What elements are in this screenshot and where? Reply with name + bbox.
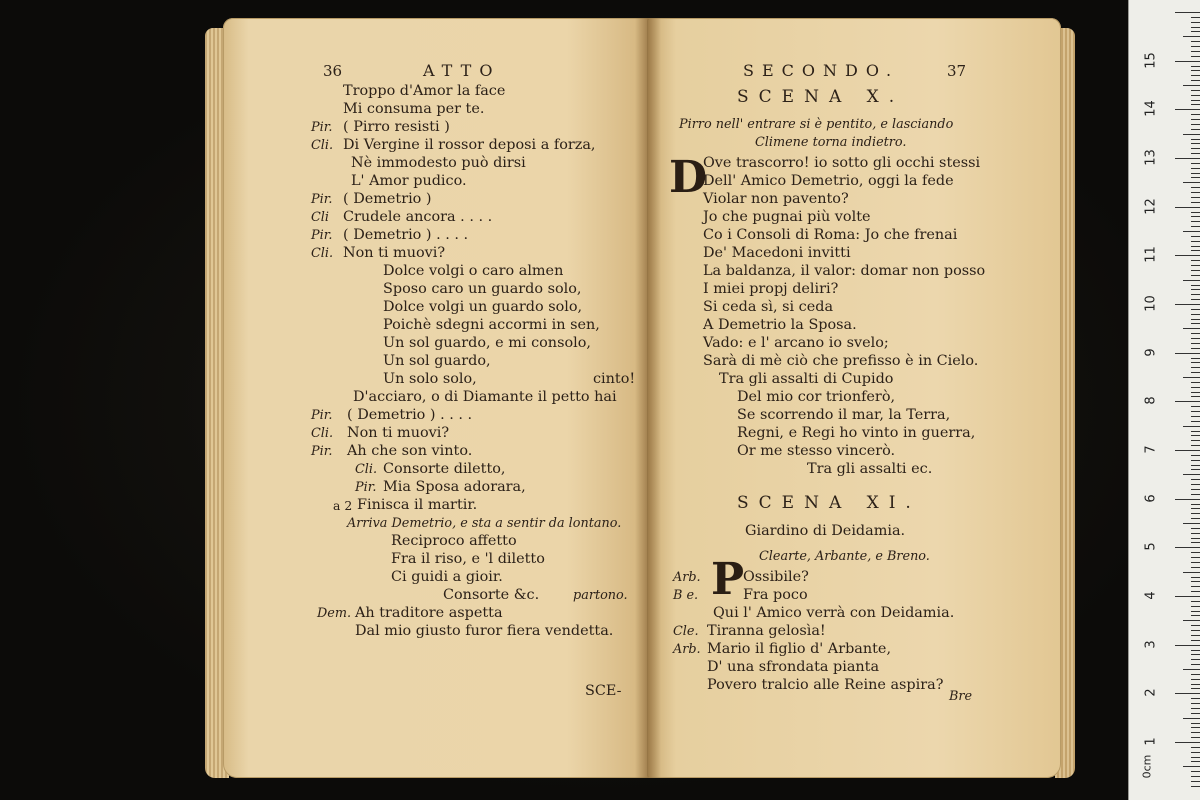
verse-line: Crudele ancora . . . . (343, 209, 493, 225)
ruler-tick (1191, 314, 1200, 315)
ruler-tick (1183, 474, 1200, 475)
ruler-tick (1191, 212, 1200, 213)
ruler-tick (1191, 781, 1200, 782)
ruler-tick (1191, 285, 1200, 286)
ruler-tick (1191, 494, 1200, 495)
verse-line: I miei propj deliri? (703, 281, 839, 297)
ruler-tick (1183, 426, 1200, 427)
ruler-tick (1191, 625, 1200, 626)
ruler-tick (1191, 542, 1200, 543)
open-book (205, 18, 1075, 788)
ruler-tick (1175, 596, 1200, 597)
ruler-tick (1191, 294, 1200, 295)
verse-line: D'acciaro, o di Diamante il petto hai (353, 389, 617, 405)
ruler-tick (1191, 586, 1200, 587)
ruler-number: 14 (1143, 100, 1159, 118)
ruler-tick (1191, 226, 1200, 227)
ruler-tick (1191, 260, 1200, 261)
speaker-label: Pir. (355, 480, 377, 495)
verse-line: Ah traditore aspetta (355, 605, 503, 621)
ruler-tick (1191, 90, 1200, 91)
ruler-tick (1191, 533, 1200, 534)
ruler-tick (1191, 761, 1200, 762)
verse-line: Qui l' Amico verrà con Deidamia. (713, 605, 955, 621)
ruler-tick (1191, 460, 1200, 461)
ruler-tick (1191, 148, 1200, 149)
ruler-tick (1183, 182, 1200, 183)
ruler-tick (1191, 411, 1200, 412)
ruler-tick (1191, 17, 1200, 18)
ruler-tick (1191, 786, 1200, 787)
verse-line: Co i Consoli di Roma: Jo che frenai (703, 227, 958, 243)
ruler-tick (1175, 255, 1200, 256)
verse-line: Troppo d'Amor la face (343, 83, 506, 99)
verse-line: Ci guidi a gioir. (391, 569, 503, 585)
ruler-tick (1191, 250, 1200, 251)
ruler-number: 3 (1143, 640, 1159, 649)
ruler-tick (1191, 343, 1200, 344)
verse-line: Reciproco affetto (391, 533, 517, 549)
ruler-tick (1191, 100, 1200, 101)
right-page (647, 18, 1061, 778)
ruler-tick (1191, 747, 1200, 748)
ruler-tick (1191, 591, 1200, 592)
ruler-tick (1183, 85, 1200, 86)
ruler-tick (1175, 450, 1200, 451)
ruler-tick (1191, 309, 1200, 310)
verse-line: ( Demetrio ) . . . . (347, 407, 473, 423)
ruler-tick (1191, 367, 1200, 368)
ruler-tick (1175, 304, 1200, 305)
ruler-tick (1175, 499, 1200, 500)
ruler-tick (1191, 396, 1200, 397)
ruler-tick (1191, 567, 1200, 568)
verse-line: Poichè sdegni accormi in sen, (383, 317, 600, 333)
ruler-tick (1191, 635, 1200, 636)
verse-line: Jo che pugnai più volte (703, 209, 871, 225)
ruler-tick (1191, 445, 1200, 446)
ruler-tick (1191, 465, 1200, 466)
verse-line: Vado: e l' arcano io svelo; (703, 335, 889, 351)
ruler-tick (1191, 372, 1200, 373)
ruler-tick (1191, 771, 1200, 772)
ruler-tick (1191, 119, 1200, 120)
ruler-number: 9 (1143, 348, 1159, 357)
ruler-tick (1175, 547, 1200, 548)
ruler-tick (1191, 143, 1200, 144)
verse-line: Dolce volgi un guardo solo, (383, 299, 583, 315)
aria-line: Tra gli assalti di Cupido (719, 371, 894, 387)
ruler-tick (1191, 338, 1200, 339)
verse-line: Non ti muovi? (347, 425, 450, 441)
ruler-tick (1175, 109, 1200, 110)
speaker-label: Cle. (673, 624, 699, 639)
verse-line: L' Amor pudico. (351, 173, 467, 189)
ruler-tick (1191, 713, 1200, 714)
ruler-tick (1191, 489, 1200, 490)
ruler-tick (1175, 353, 1200, 354)
ruler-tick (1191, 362, 1200, 363)
ruler-tick (1191, 577, 1200, 578)
ruler-tick (1183, 669, 1200, 670)
ruler-tick (1191, 606, 1200, 607)
catchword: Bre (949, 689, 973, 704)
ruler-tick (1191, 70, 1200, 71)
verse-line: Dolce volgi o caro almen (383, 263, 564, 279)
ruler-tick (1183, 523, 1200, 524)
verse-line: De' Macedoni invitti (703, 245, 851, 261)
verse-line: Un sol guardo, e mi consolo, (383, 335, 591, 351)
ruler-number: 11 (1143, 246, 1159, 264)
ruler-unit: 0cm (1140, 754, 1154, 779)
ruler-tick (1191, 552, 1200, 553)
stage-direction: Arriva Demetrio, e sta a sentir da lontano. (347, 516, 622, 531)
verse-line: ( Pirro resisti ) (343, 119, 450, 135)
ruler-number: 1 (1143, 737, 1159, 746)
ruler-tick (1183, 231, 1200, 232)
ruler-tick (1191, 528, 1200, 529)
ruler-tick (1191, 265, 1200, 266)
verse-line: Un sol guardo, (383, 353, 491, 369)
ruler-number: 13 (1143, 149, 1159, 166)
ruler-tick (1183, 718, 1200, 719)
ruler-number: 15 (1143, 51, 1159, 69)
scene-title: SCENA X. (737, 87, 905, 107)
ruler-tick (1191, 581, 1200, 582)
drop-cap: P (711, 554, 745, 605)
ruler-tick (1191, 246, 1200, 247)
ruler-number: 8 (1143, 396, 1159, 405)
page-number: 37 (947, 62, 967, 80)
verse-line: Dell' Amico Demetrio, oggi la fede (703, 173, 954, 189)
speaker-label: Pir. (311, 192, 333, 207)
running-head: ATTO (423, 61, 501, 80)
ruler-tick (1175, 742, 1200, 743)
aria-line: Tra gli assalti ec. (807, 461, 933, 477)
ruler-tick (1191, 275, 1200, 276)
ruler-tick (1183, 134, 1200, 135)
ruler-number: 5 (1143, 542, 1159, 551)
speaker-label: Pir. (311, 120, 333, 135)
ruler-tick (1191, 163, 1200, 164)
ruler-tick (1191, 168, 1200, 169)
ruler-tick (1191, 601, 1200, 602)
ruler-tick (1183, 620, 1200, 621)
ruler-tick (1191, 202, 1200, 203)
verse-line: La baldanza, il valor: domar non posso (703, 263, 986, 279)
verse-line: Sarà di mè ciò che prefisso è in Cielo. (703, 353, 979, 369)
ruler-tick (1191, 392, 1200, 393)
ruler-tick (1191, 187, 1200, 188)
verse-line: Mia Sposa adorara, (383, 479, 526, 495)
ruler-tick (1191, 270, 1200, 271)
ruler-tick (1191, 51, 1200, 52)
ruler-tick (1191, 469, 1200, 470)
verse-line: Non ti muovi? (343, 245, 446, 261)
ruler-tick (1191, 538, 1200, 539)
ruler-tick (1191, 513, 1200, 514)
verse-line: Consorte diletto, (383, 461, 506, 477)
ruler-tick (1183, 572, 1200, 573)
speaker-label: Cli. (311, 138, 334, 153)
ruler-tick (1191, 348, 1200, 349)
ruler-tick (1191, 75, 1200, 76)
ruler-tick (1183, 766, 1200, 767)
ruler-tick (1191, 440, 1200, 441)
verse-line: Violar non pavento? (703, 191, 849, 207)
verse-line: Ossibile? (743, 569, 809, 585)
verse-line: Nè immodesto può dirsi (351, 155, 526, 171)
speaker-label: Arb. (673, 570, 701, 585)
ruler-tick (1191, 615, 1200, 616)
ruler-tick (1191, 557, 1200, 558)
ruler-tick (1175, 645, 1200, 646)
ruler-tick (1175, 158, 1200, 159)
ruler-tick (1191, 319, 1200, 320)
speaker-label: Cli. (311, 426, 334, 441)
ruler-tick (1191, 124, 1200, 125)
ruler-tick (1191, 129, 1200, 130)
ruler-tick (1191, 776, 1200, 777)
stage-direction: Pirro nell' entrare si è pentito, e lasciando (679, 117, 954, 132)
verse-line: ( Demetrio ) (343, 191, 432, 207)
ruler-tick (1191, 431, 1200, 432)
aria-line: Del mio cor trionferò, (737, 389, 896, 405)
scene-title: SCENA XI. (737, 493, 921, 513)
ruler-tick (1191, 299, 1200, 300)
ruler-tick (1191, 698, 1200, 699)
ruler-tick (1191, 684, 1200, 685)
ruler-tick (1191, 708, 1200, 709)
ruler-tick (1191, 221, 1200, 222)
stage-direction: Climene torna indietro. (755, 135, 907, 150)
speaker-label: Pir. (311, 228, 333, 243)
ruler-tick (1191, 727, 1200, 728)
ruler-tick (1191, 46, 1200, 47)
ruler-tick (1191, 41, 1200, 42)
ruler-tick (1191, 387, 1200, 388)
drop-cap: D (669, 152, 708, 203)
ruler-tick (1183, 36, 1200, 37)
ruler-tick (1191, 114, 1200, 115)
ruler-tick (1191, 479, 1200, 480)
verse-line: cinto! (593, 371, 636, 387)
ruler-tick (1191, 27, 1200, 28)
ruler-tick (1191, 752, 1200, 753)
ruler-tick (1175, 693, 1200, 694)
ruler-tick (1191, 703, 1200, 704)
ruler-tick (1175, 207, 1200, 208)
ruler-tick (1191, 630, 1200, 631)
ruler-tick (1191, 640, 1200, 641)
ruler-tick (1191, 289, 1200, 290)
ruler-tick (1191, 406, 1200, 407)
ruler-tick (1191, 95, 1200, 96)
verse-line: Ah che son vinto. (347, 443, 473, 459)
ruler-tick (1191, 562, 1200, 563)
measuring-ruler (1128, 0, 1200, 800)
ruler-tick (1191, 732, 1200, 733)
ruler-tick (1191, 723, 1200, 724)
verse-line: Un solo solo, (383, 371, 477, 387)
ruler-tick (1191, 508, 1200, 509)
ruler-tick (1191, 737, 1200, 738)
book-gutter (635, 18, 661, 778)
ruler-tick (1191, 80, 1200, 81)
aria-line: Regni, e Regi ho vinto in guerra, (737, 425, 976, 441)
page-number: 36 (323, 62, 343, 80)
verse-line: Tiranna gelosìa! (707, 623, 826, 639)
verse-line: D' una sfrondata pianta (707, 659, 880, 675)
verse-line: Mario il figlio d' Arbante, (707, 641, 892, 657)
ruler-tick (1191, 177, 1200, 178)
ruler-number: 6 (1143, 494, 1159, 503)
ruler-tick (1191, 504, 1200, 505)
catchword: SCE- (585, 683, 622, 699)
speaker-label: Dem. (317, 606, 352, 621)
speaker-label: B e. (673, 588, 699, 603)
aria-line: Se scorrendo il mar, la Terra, (737, 407, 951, 423)
ruler-tick (1191, 611, 1200, 612)
ruler-tick (1191, 197, 1200, 198)
ruler-tick (1191, 139, 1200, 140)
ruler-tick (1183, 377, 1200, 378)
ruler-tick (1191, 323, 1200, 324)
ruler-tick (1191, 518, 1200, 519)
ruler-tick (1191, 688, 1200, 689)
verse-line: Fra poco (743, 587, 808, 603)
ruler-tick (1191, 31, 1200, 32)
ruler-tick (1191, 56, 1200, 57)
ruler-tick (1191, 421, 1200, 422)
speaker-label: Pir. (311, 408, 333, 423)
ruler-tick (1191, 757, 1200, 758)
verse-line: Dal mio giusto furor fiera vendetta. (355, 623, 614, 639)
verse-line: Finisca il martir. (357, 497, 478, 513)
ruler-number: 12 (1143, 197, 1159, 215)
ruler-tick (1175, 401, 1200, 402)
verse-line: Fra il riso, e 'l diletto (391, 551, 545, 567)
speaker-label: Arb. (673, 642, 701, 657)
ruler-tick (1183, 280, 1200, 281)
ruler-tick (1191, 333, 1200, 334)
ruler-tick (1191, 236, 1200, 237)
ruler-tick (1183, 328, 1200, 329)
ruler-tick (1191, 654, 1200, 655)
verse-line: A Demetrio la Sposa. (703, 317, 857, 333)
speaker-label: Pir. (311, 444, 333, 459)
verse-line: Sposo caro un guardo solo, (383, 281, 582, 297)
verse-line: Di Vergine il rossor deposi a forza, (343, 137, 596, 153)
ruler-number: 10 (1143, 295, 1159, 312)
ruler-tick (1191, 216, 1200, 217)
ruler-tick (1191, 416, 1200, 417)
verse-line: ( Demetrio ) . . . . (343, 227, 469, 243)
ruler-tick (1191, 455, 1200, 456)
ruler-tick (1191, 153, 1200, 154)
left-page (223, 18, 653, 778)
verse-line: Ove trascorro! io sotto gli occhi stessi (703, 155, 981, 171)
ruler-tick (1191, 192, 1200, 193)
ruler-tick (1191, 173, 1200, 174)
ruler-tick (1191, 484, 1200, 485)
stage-direction: partono. (573, 588, 628, 603)
ruler-tick (1191, 104, 1200, 105)
aria-line: Or me stesso vincerò. (737, 443, 896, 459)
ruler-tick (1191, 22, 1200, 23)
stage-direction: Clearte, Arbante, e Breno. (759, 549, 930, 564)
ruler-number: 2 (1143, 688, 1159, 697)
running-head: SECONDO. (743, 61, 900, 80)
ruler-tick (1191, 679, 1200, 680)
ruler-tick (1191, 66, 1200, 67)
scene-setting: Giardino di Deidamia. (745, 523, 906, 539)
ruler-tick (1191, 358, 1200, 359)
ruler-number: 7 (1143, 445, 1159, 454)
verse-line: Povero tralcio alle Reine aspira? (707, 677, 944, 693)
ruler-tick (1191, 241, 1200, 242)
verse-line: Si ceda sì, si ceda (703, 299, 834, 315)
speaker-label: Cli. (311, 246, 334, 261)
ruler-number: 4 (1143, 591, 1159, 600)
ruler-tick (1191, 650, 1200, 651)
ruler-tick (1191, 674, 1200, 675)
speaker-label: a 2 (333, 498, 353, 513)
ruler-tick (1191, 664, 1200, 665)
ruler-tick (1175, 12, 1200, 13)
verse-line: Consorte &c. (443, 587, 540, 603)
ruler-tick (1191, 659, 1200, 660)
speaker-label: Cli. (355, 462, 378, 477)
ruler-tick (1191, 382, 1200, 383)
speaker-label: Cli (311, 210, 329, 225)
verse-line: Mi consuma per te. (343, 101, 485, 117)
ruler-tick (1191, 435, 1200, 436)
ruler-tick (1175, 61, 1200, 62)
